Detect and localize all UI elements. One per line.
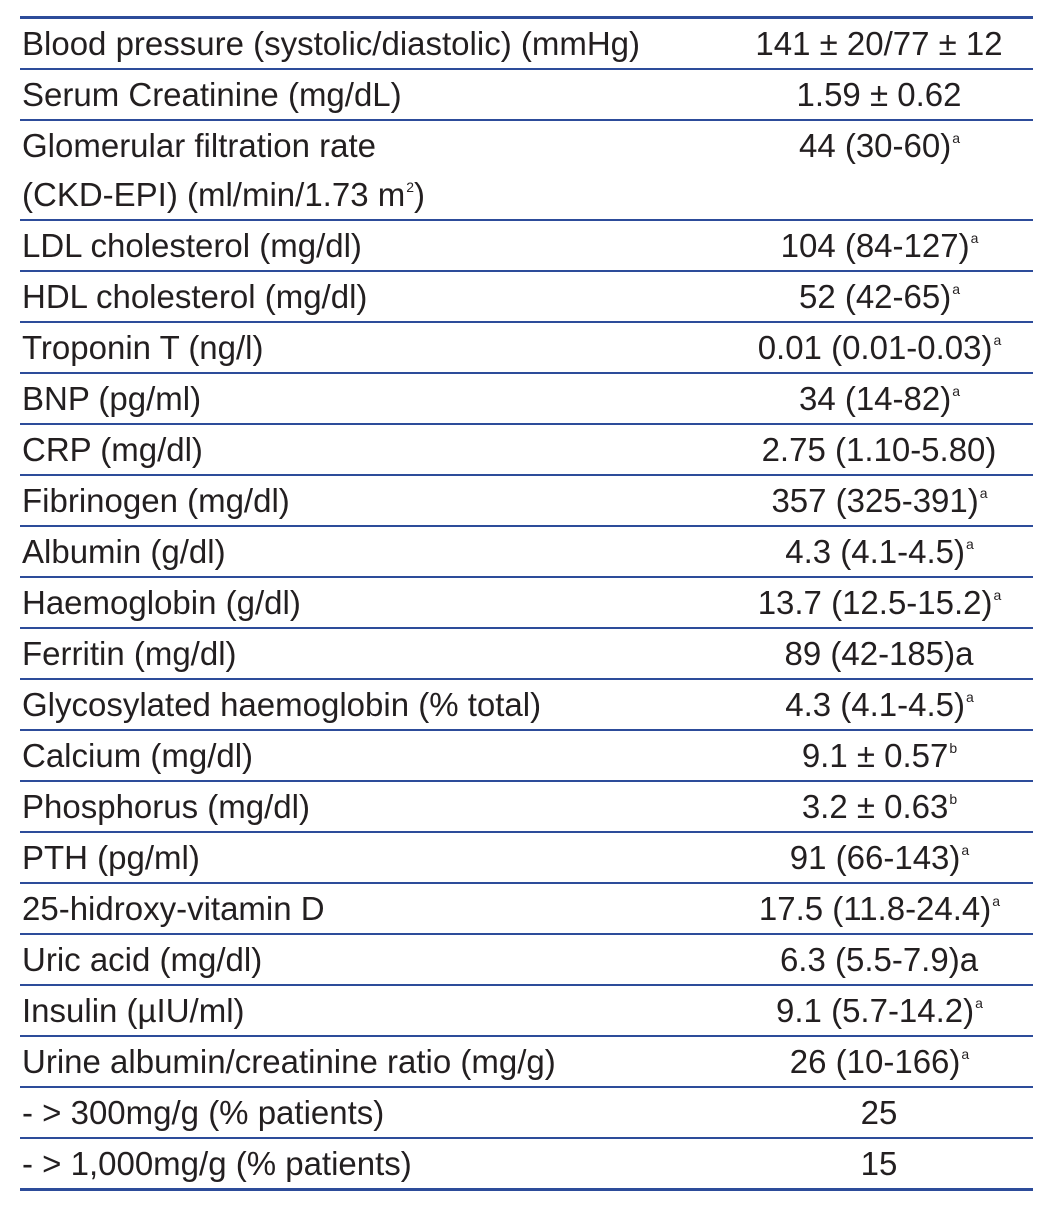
value-text: 3.2 ± 0.63: [801, 788, 949, 825]
row-label: - > 1,000mg/g (% patients): [22, 1145, 412, 1182]
row-label: Albumin (g/dl): [22, 533, 226, 570]
row-value: [726, 373, 1033, 424]
value-text: 52 (42-65): [798, 278, 952, 315]
row-label: Insulin (µIU/ml): [22, 992, 245, 1029]
table-row-albumin: [20, 526, 1033, 577]
value-text: 6.3 (5.5-7.9)a: [779, 941, 979, 978]
table-row-gfr: [20, 120, 1033, 220]
row-label: PTH (pg/ml): [22, 839, 200, 876]
table-row-blood-pressure: [20, 18, 1033, 70]
value-text: 104 (84-127): [780, 227, 970, 264]
footnote-marker: b: [949, 791, 958, 807]
value-text: 0.01 (0.01-0.03): [757, 329, 993, 366]
footnote-marker: b: [949, 740, 958, 756]
row-value: [726, 322, 1033, 373]
footnote-marker: a: [992, 893, 1001, 909]
footnote-marker: a: [993, 587, 1002, 603]
row-value: [726, 18, 1033, 70]
row-value: [726, 220, 1033, 271]
row-value: [726, 424, 1033, 475]
lab-values-table-container: [20, 16, 1033, 1191]
row-value: [726, 120, 1033, 220]
table-row-serum-creatinine: [20, 69, 1033, 120]
row-value: [726, 271, 1033, 322]
row-label-line-2-end: ): [414, 176, 426, 213]
table-row-troponin: [20, 322, 1033, 373]
value-text: 89 (42-185)a: [784, 635, 974, 672]
footnote-marker: a: [970, 230, 979, 246]
footnote-marker: a: [975, 995, 983, 1011]
table-row-ferritin: [20, 628, 1033, 679]
footnote-marker: a: [952, 281, 961, 297]
table-row-insulin: [20, 985, 1033, 1036]
table-row-phosphorus: [20, 781, 1033, 832]
table-row-fibrinogen: [20, 475, 1033, 526]
value-text: 357 (325-391): [771, 482, 979, 519]
footnote-marker: a: [952, 383, 961, 399]
superscript-2: 2: [406, 179, 415, 195]
table-row-vitamin-d: [20, 883, 1033, 934]
row-label: HDL cholesterol (mg/dl): [22, 278, 368, 315]
table-row-bnp: [20, 373, 1033, 424]
value-text: 91 (66-143): [789, 839, 961, 876]
table-body: [20, 18, 1033, 1190]
value-text: 44 (30-60): [798, 127, 952, 164]
row-label: Haemoglobin (g/dl): [22, 584, 301, 621]
table-row-haemoglobin: [20, 577, 1033, 628]
row-label: BNP (pg/ml): [22, 380, 202, 417]
row-value: [726, 730, 1033, 781]
row-label: Fibrinogen (mg/dl): [22, 482, 290, 519]
row-value: [726, 679, 1033, 730]
row-label: Glycosylated haemoglobin (% total): [22, 686, 542, 723]
row-value: [726, 69, 1033, 120]
value-text: 141 ± 20/77 ± 12: [755, 25, 1003, 62]
row-label: CRP (mg/dl): [22, 431, 203, 468]
row-label: 25-hidroxy-vitamin D: [22, 890, 325, 927]
value-text: 2.75 (1.10-5.80): [761, 431, 997, 468]
row-label: Calcium (mg/dl): [22, 737, 254, 774]
table-row-ldl: [20, 220, 1033, 271]
row-value: [726, 577, 1033, 628]
row-value: [726, 934, 1033, 985]
row-value: [726, 1036, 1033, 1087]
value-text: 34 (14-82): [798, 380, 952, 417]
row-value: [726, 1138, 1033, 1190]
lab-values-table: [20, 16, 1033, 1191]
footnote-marker: a: [993, 332, 1002, 348]
value-text: 4.3 (4.1-4.5): [785, 686, 965, 723]
table-row-calcium: [20, 730, 1033, 781]
row-label-line-2-text: (CKD-EPI) (ml/min/1.73 m: [22, 176, 406, 213]
row-label: LDL cholesterol (mg/dl): [22, 227, 362, 264]
row-label: Blood pressure (systolic/diastolic) (mmHg): [22, 25, 640, 62]
row-value: [726, 475, 1033, 526]
row-label: Phosphorus (mg/dl): [22, 788, 310, 825]
row-label-line-1: Glomerular filtration rate: [22, 127, 376, 164]
table-row-hdl: [20, 271, 1033, 322]
row-label: [20, 120, 726, 220]
footnote-marker: a: [979, 485, 988, 501]
table-row-acr-over-300: [20, 1087, 1033, 1138]
table-row-glycosylated-haemoglobin: [20, 679, 1033, 730]
table-row-uric-acid: [20, 934, 1033, 985]
value-text: 9.1 ± 0.57: [801, 737, 949, 774]
row-label: Troponin T (ng/l): [22, 329, 264, 366]
value-text: 15: [860, 1145, 898, 1182]
footnote-marker: a: [965, 689, 974, 705]
footnote-marker: a: [961, 842, 970, 858]
value-text: 1.59 ± 0.62: [796, 76, 962, 113]
footnote-marker: a: [952, 130, 961, 146]
table-row-crp: [20, 424, 1033, 475]
row-value: [726, 628, 1033, 679]
value-text: 26 (10-166): [789, 1043, 961, 1080]
row-label: Urine albumin/creatinine ratio (mg/g): [22, 1043, 556, 1080]
table-row-pth: [20, 832, 1033, 883]
row-value: [726, 985, 1033, 1036]
row-label-line-2: [22, 170, 726, 219]
row-label: Uric acid (mg/dl): [22, 941, 263, 978]
value-text: 25: [860, 1094, 898, 1131]
footnote-marker: a: [965, 536, 974, 552]
row-label: Ferritin (mg/dl): [22, 635, 237, 672]
footnote-marker: a: [961, 1046, 970, 1062]
table-row-urine-acr: [20, 1036, 1033, 1087]
row-value: [726, 832, 1033, 883]
row-value: [726, 1087, 1033, 1138]
row-value: [726, 883, 1033, 934]
table-row-acr-over-1000: [20, 1138, 1033, 1190]
value-text: 17.5 (11.8-24.4): [758, 890, 992, 927]
row-label: - > 300mg/g (% patients): [22, 1094, 385, 1131]
row-label: Serum Creatinine (mg/dL): [22, 76, 402, 113]
value-text: 4.3 (4.1-4.5): [785, 533, 965, 570]
row-value: [726, 781, 1033, 832]
value-text: 13.7 (12.5-15.2): [757, 584, 993, 621]
value-text: 9.1 (5.7-14.2): [776, 992, 975, 1029]
row-value: [726, 526, 1033, 577]
